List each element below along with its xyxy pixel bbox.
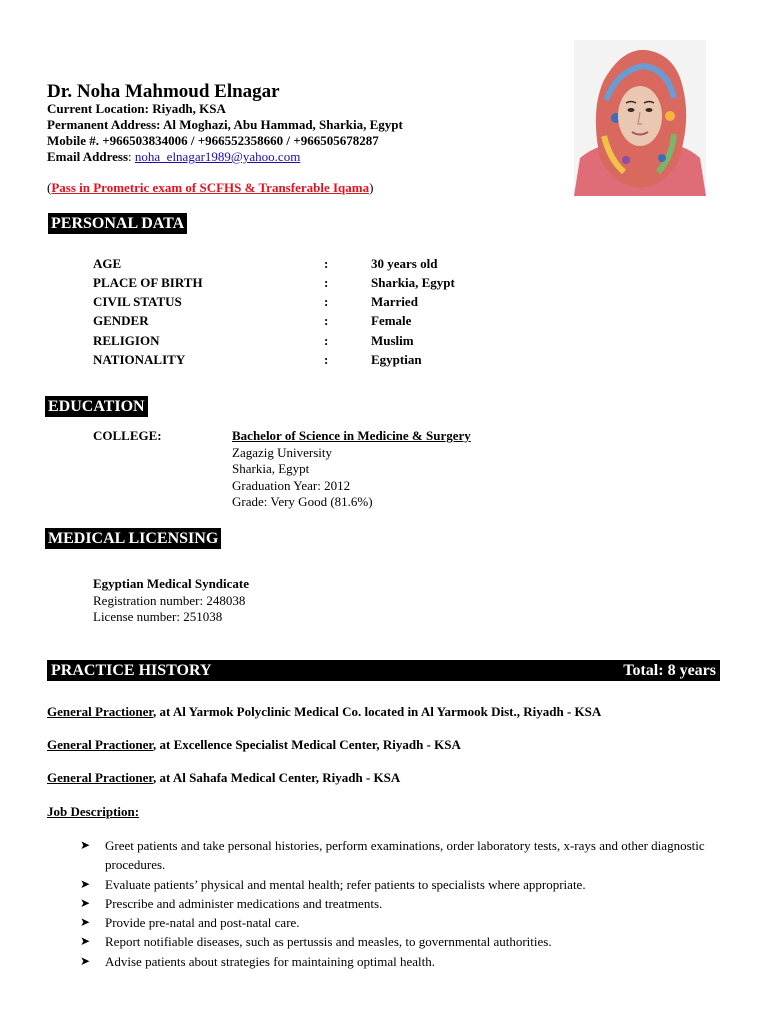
personal-value: Muslim bbox=[371, 333, 414, 348]
list-item bbox=[80, 952, 730, 971]
personal-key: RELIGION bbox=[93, 333, 160, 348]
candidate-name: Dr. Noha Mahmoud Elnagar bbox=[47, 81, 280, 102]
personal-key: PLACE OF BIRTH bbox=[93, 275, 203, 290]
profile-photo bbox=[574, 40, 706, 196]
degree-title: Bachelor of Science in Medicine & Surgery bbox=[232, 428, 471, 443]
registration-number: Registration number: 248038 bbox=[93, 592, 246, 608]
practice-place: , at Al Yarmok Polyclinic Medical Co. located in Al Yarmook Dist., Riyadh - KSA bbox=[153, 704, 602, 719]
list-item bbox=[80, 836, 730, 875]
email-link[interactable]: noha_elnagar1989@yahoo.com bbox=[134, 149, 301, 164]
section-medical-licensing: MEDICAL LICENSING bbox=[45, 528, 221, 549]
section-practice-history bbox=[47, 660, 720, 681]
personal-value: 30 years old bbox=[371, 256, 438, 271]
duty-text: Provide pre-natal and post-natal care. bbox=[105, 915, 300, 931]
section-education: EDUCATION bbox=[45, 396, 148, 417]
current-location: Current Location: Riyadh, KSA bbox=[47, 101, 226, 116]
education-details bbox=[232, 428, 471, 511]
list-item bbox=[80, 875, 730, 894]
graduation-year: Graduation Year: 2012 bbox=[232, 477, 351, 493]
practice-role: General Practioner bbox=[47, 770, 154, 785]
personal-sep: : bbox=[324, 313, 329, 328]
prometric-note-text: Pass in Prometric exam of SCFHS & Transferable Iqama bbox=[51, 180, 370, 195]
personal-value: Egyptian bbox=[371, 352, 422, 367]
licensing-details bbox=[93, 576, 249, 626]
permanent-address: Permanent Address: Al Moghazi, Abu Hammad, Sharkia, Egypt bbox=[47, 117, 403, 132]
duty-text: Report notifiable diseases, such as pertussis and measles, to governmental authorities. bbox=[105, 934, 552, 950]
practice-entry bbox=[47, 704, 601, 720]
email-line: Email Address: noha_elnagar1989@yahoo.com bbox=[47, 149, 301, 164]
list-item bbox=[80, 913, 730, 932]
practice-title: PRACTICE HISTORY bbox=[51, 662, 212, 679]
prometric-note: (Pass in Prometric exam of SCFHS & Transferable Iqama) bbox=[47, 180, 374, 195]
personal-sep: : bbox=[324, 275, 329, 290]
grade: Grade: Very Good (81.6%) bbox=[232, 494, 373, 509]
arrowhead-bullet-icon: ➤ bbox=[80, 876, 91, 891]
practice-entry bbox=[47, 770, 400, 786]
practice-role: General Practioner bbox=[47, 704, 154, 719]
personal-key: NATIONALITY bbox=[93, 352, 186, 367]
duty-text: Evaluate patients’ physical and mental health; refer patients to specialists where appropriate. bbox=[105, 876, 586, 892]
personal-sep: : bbox=[324, 333, 329, 348]
education-label: COLLEGE: bbox=[93, 428, 162, 443]
practice-entry bbox=[47, 737, 461, 753]
arrowhead-bullet-icon: ➤ bbox=[80, 838, 91, 852]
practice-role: General Practioner bbox=[47, 737, 154, 752]
personal-key: CIVIL STATUS bbox=[93, 294, 182, 309]
university-name: Zagazig University bbox=[232, 444, 332, 460]
arrowhead-bullet-icon: ➤ bbox=[80, 915, 91, 930]
practice-place: , at Al Sahafa Medical Center, Riyadh - KSA bbox=[153, 770, 401, 785]
mobile-numbers: Mobile #. +966503834006 / +966552358660 / +966505678287 bbox=[47, 133, 379, 148]
practice-total: Total: 8 years bbox=[623, 662, 716, 679]
arrowhead-bullet-icon: ➤ bbox=[80, 953, 91, 968]
duty-text: Advise patients about strategies for maintaining optimal health. bbox=[105, 953, 435, 969]
personal-sep: : bbox=[324, 256, 329, 271]
license-number: License number: 251038 bbox=[93, 609, 223, 624]
section-personal-data: PERSONAL DATA bbox=[48, 213, 187, 234]
personal-key: AGE bbox=[93, 256, 122, 271]
practice-place: , at Excellence Specialist Medical Center, Riyadh - KSA bbox=[153, 737, 461, 752]
personal-key: GENDER bbox=[93, 313, 149, 328]
duty-text: Prescribe and administer medications and treatments. bbox=[105, 895, 383, 911]
list-item bbox=[80, 932, 730, 951]
personal-value: Married bbox=[371, 294, 418, 309]
licensing-body: Egyptian Medical Syndicate bbox=[93, 576, 250, 591]
list-item bbox=[80, 894, 730, 913]
personal-sep: : bbox=[324, 352, 329, 367]
duties-list bbox=[80, 836, 730, 971]
personal-value: Female bbox=[371, 313, 412, 328]
email-label: Email Address bbox=[47, 149, 129, 164]
duty-text: Greet patients and take personal histories, perform examinations, order laboratory tests, x-rays and other diagnostic procedures. bbox=[105, 838, 705, 873]
arrowhead-bullet-icon: ➤ bbox=[80, 934, 91, 949]
personal-sep: : bbox=[324, 294, 329, 309]
personal-value: Sharkia, Egypt bbox=[371, 275, 455, 290]
job-description-label: Job Description: bbox=[47, 804, 140, 819]
university-location: Sharkia, Egypt bbox=[232, 461, 310, 476]
arrowhead-bullet-icon: ➤ bbox=[80, 895, 91, 910]
